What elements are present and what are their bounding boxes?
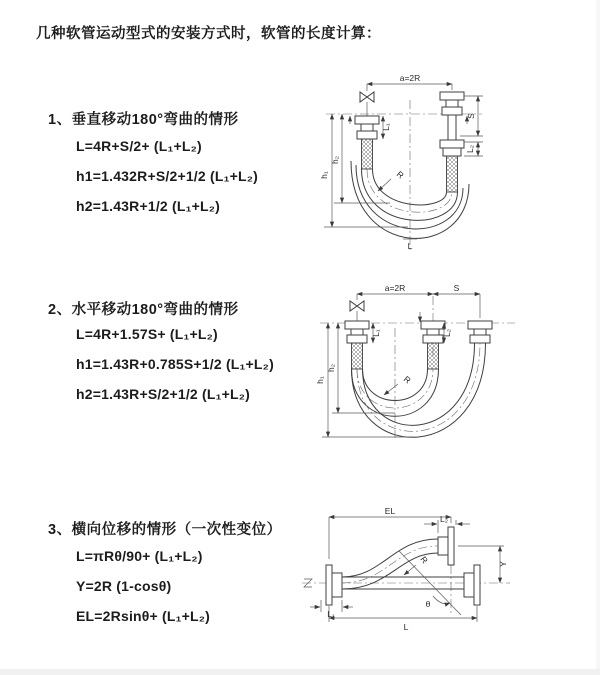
section-2-formula-L: L=4R+1.57S+ (L₁+L₂) [76, 326, 218, 342]
section-3-formula-Y: Y=2R (1-cosθ) [76, 578, 172, 594]
radius-label: R [394, 168, 406, 181]
dim-span-top [357, 283, 480, 318]
dim-label-h1: h₁ [315, 376, 325, 384]
radius-callout [384, 374, 413, 395]
dim-label-l1: L₁ [381, 123, 391, 131]
dim-s [433, 283, 480, 294]
dim-label-el: EL [384, 506, 396, 516]
dim-label-y: Y [498, 561, 508, 567]
right-ghost-flange [464, 565, 480, 605]
dim-length [329, 606, 477, 632]
dim-label-h2: h₂ [326, 363, 336, 373]
section-1-heading: 1、垂直移动180°弯曲的情形 [48, 112, 239, 128]
dim-label-l2: L₂ [442, 328, 452, 338]
section-3-formula-L: L=πRθ/90+ (L₁+L₂) [76, 548, 203, 564]
length-label: L [407, 241, 413, 251]
dim-l2 [464, 142, 483, 156]
dim-span-top [367, 73, 452, 91]
diagram-horizontal-180-bend [310, 282, 595, 444]
dim-s [460, 96, 483, 136]
right-fitting [468, 321, 492, 343]
section-1-formula-h1: h1=1.432R+S/2+1/2 (L₁+L₂) [76, 168, 258, 184]
section-2-formula-h2: h2=1.43R+S/2+1/2 (L₁+L₂) [76, 386, 251, 402]
dim-label-s: S [466, 113, 476, 119]
dim-length [403, 239, 417, 251]
top-right-flange [438, 527, 454, 565]
dim-label-span: a=2R [399, 73, 421, 83]
left-fitting [345, 321, 369, 369]
hose-u-bend-displaced [352, 343, 486, 437]
section-2-heading: 2、水平移动180°弯曲的情形 [48, 302, 239, 318]
radius-callout [378, 169, 406, 191]
hose-s-curve [342, 539, 438, 589]
section-1-formula-L: L=4R+S/2+ (L₁+L₂) [76, 138, 202, 154]
section-3-formula-EL: EL=2Rsinθ+ (L₁+L₂) [76, 608, 211, 624]
dim-l1 [381, 116, 391, 139]
right-fitting [440, 92, 464, 192]
page-title: 几种软管运动型式的安装方式时，软管的长度计算： [36, 26, 381, 42]
diagram-vertical-180-bend [310, 72, 595, 254]
dim-label-s: S [453, 283, 460, 293]
dim-label-h2: h₂ [330, 155, 340, 165]
section-3-heading: 3、横向位移的情形（一次性变位） [48, 522, 282, 538]
dim-l1 [371, 323, 381, 343]
dim-label-span: a=2R [384, 283, 406, 293]
radius-label: R [418, 554, 431, 566]
valve-icon [360, 92, 374, 116]
section-1-formula-h2: h2=1.43R+1/2 (L₁+L₂) [76, 198, 221, 214]
section-2-formula-h1: h1=1.43R+0.785S+1/2 (L₁+L₂) [76, 356, 274, 372]
diagram-lateral-displacement [298, 503, 598, 648]
page-edge-right [596, 0, 600, 675]
centerlines [320, 296, 515, 438]
valve-icon [350, 301, 364, 321]
dim-label-l1: L₁ [327, 609, 335, 619]
left-flange [326, 565, 342, 605]
theta-label: θ [425, 599, 431, 609]
radius-label: R [401, 373, 413, 386]
dim-label-h1: h₁ [319, 171, 329, 179]
left-fitting [355, 116, 379, 169]
dim-el [329, 506, 451, 559]
dim-label-l1: L₁ [371, 329, 381, 337]
length-label: L [403, 622, 409, 632]
middle-fitting [421, 321, 445, 369]
dim-label-l2: L₂ [439, 514, 449, 524]
page-edge-bottom [0, 669, 600, 675]
dim-label-l2: L₂ [465, 144, 475, 154]
